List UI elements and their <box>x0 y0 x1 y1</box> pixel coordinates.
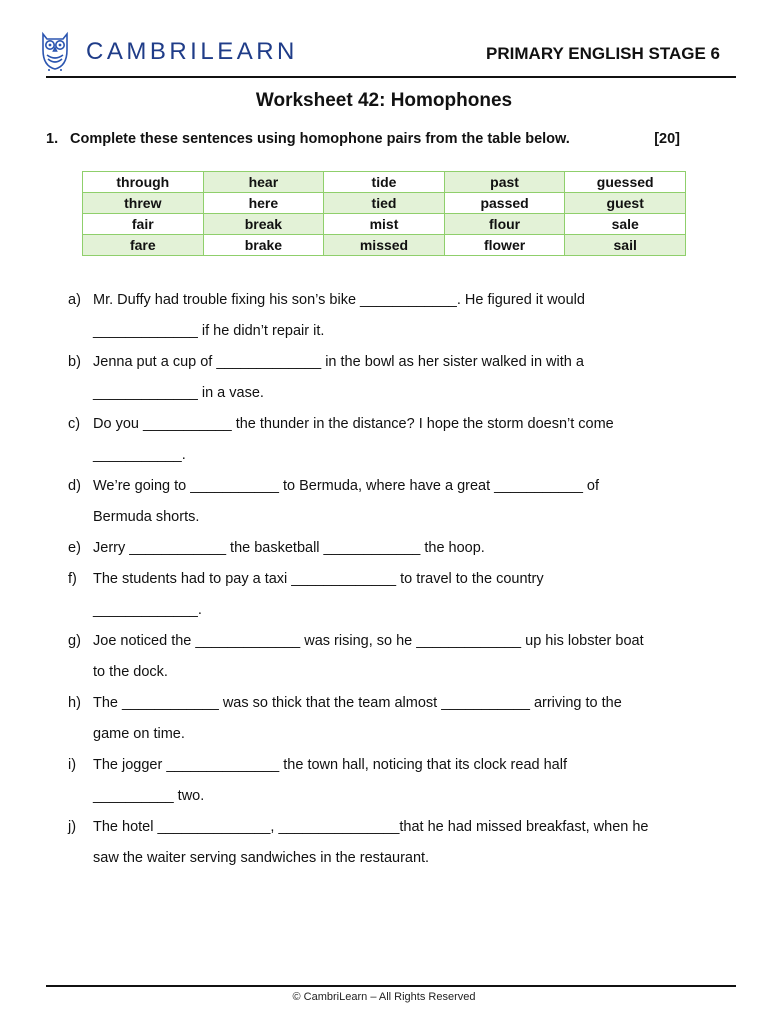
brand-name: CAMBRILEARN <box>86 38 298 65</box>
table-cell: fare <box>83 235 204 256</box>
question-heading <box>46 131 686 147</box>
stage-label: PRIMARY ENGLISH STAGE 6 <box>486 44 720 63</box>
list-item <box>68 533 728 564</box>
item-label: a) <box>68 292 81 308</box>
item-label: j) <box>68 819 77 835</box>
item-line: to the dock. <box>93 664 168 680</box>
list-item <box>68 409 728 471</box>
list-item <box>68 564 728 626</box>
item-line: The hotel ______________, _______________that he had missed breakfast, when he <box>93 819 649 835</box>
item-line: _____________. <box>93 602 202 618</box>
table-cell: guessed <box>565 172 686 193</box>
list-item <box>68 750 728 812</box>
copyright-footer: © CambriLearn – All Rights Reserved <box>292 991 476 1003</box>
table-cell: sail <box>565 235 686 256</box>
table-cell: break <box>203 214 324 235</box>
item-line: Bermuda shorts. <box>93 509 200 525</box>
item-line: __________ two. <box>93 788 205 804</box>
item-line: game on time. <box>93 726 185 742</box>
page-header <box>0 0 768 80</box>
list-item <box>68 285 728 347</box>
table-cell: tide <box>324 172 445 193</box>
item-line: _____________ if he didn’t repair it. <box>93 323 325 339</box>
item-label: i) <box>68 757 77 773</box>
question-number: 1. <box>46 131 59 147</box>
item-label: h) <box>68 695 81 711</box>
item-line: The jogger ______________ the town hall, noticing that its clock read half <box>93 757 567 773</box>
table-cell: missed <box>324 235 445 256</box>
list-item <box>68 812 728 874</box>
item-line: Jenna put a cup of _____________ in the bowl as her sister walked in with a <box>93 354 584 370</box>
question-text: Complete these sentences using homophone pairs from the table below. <box>70 131 570 147</box>
table-cell: flower <box>444 235 565 256</box>
table-row <box>83 214 686 235</box>
table-cell: through <box>83 172 204 193</box>
table-row <box>83 172 686 193</box>
footer-divider <box>46 985 736 987</box>
item-line: ___________. <box>93 447 186 463</box>
list-item <box>68 471 728 533</box>
item-label: d) <box>68 478 81 494</box>
item-line: Jerry ____________ the basketball ____________ the hoop. <box>93 540 485 556</box>
table-cell: hear <box>203 172 324 193</box>
table-cell: mist <box>324 214 445 235</box>
item-line: Joe noticed the _____________ was rising, so he _____________ up his lobster boat <box>93 633 644 649</box>
table-cell: guest <box>565 193 686 214</box>
list-item <box>68 626 728 688</box>
table-cell: sale <box>565 214 686 235</box>
item-line: The ____________ was so thick that the team almost ___________ arriving to the <box>93 695 622 711</box>
worksheet-title: Worksheet 42: Homophones <box>255 90 513 111</box>
table-cell: past <box>444 172 565 193</box>
item-line: We’re going to ___________ to Bermuda, where have a great ___________ of <box>93 478 599 494</box>
owl-icon <box>38 28 72 72</box>
table-cell: passed <box>444 193 565 214</box>
list-item <box>68 347 728 409</box>
item-line: Do you ___________ the thunder in the distance? I hope the storm doesn’t come <box>93 416 614 432</box>
table-cell: here <box>203 193 324 214</box>
header-divider <box>46 76 736 78</box>
item-label: f) <box>68 571 77 587</box>
list-item <box>68 688 728 750</box>
table-cell: brake <box>203 235 324 256</box>
item-line: Mr. Duffy had trouble fixing his son’s bike ____________. He figured it would <box>93 292 585 308</box>
table-row <box>83 193 686 214</box>
item-label: c) <box>68 416 81 432</box>
item-label: b) <box>68 354 81 370</box>
question-marks: [20] <box>654 131 680 147</box>
homophone-table <box>82 171 686 256</box>
sentence-list <box>68 285 728 874</box>
table-cell: fair <box>83 214 204 235</box>
table-row <box>83 235 686 256</box>
item-line: The students had to pay a taxi _____________ to travel to the country <box>93 571 544 587</box>
table-cell: tied <box>324 193 445 214</box>
table-cell: threw <box>83 193 204 214</box>
item-line: saw the waiter serving sandwiches in the restaurant. <box>93 850 430 866</box>
table-cell: flour <box>444 214 565 235</box>
item-label: e) <box>68 540 81 556</box>
item-line: _____________ in a vase. <box>93 385 264 401</box>
item-label: g) <box>68 633 81 649</box>
